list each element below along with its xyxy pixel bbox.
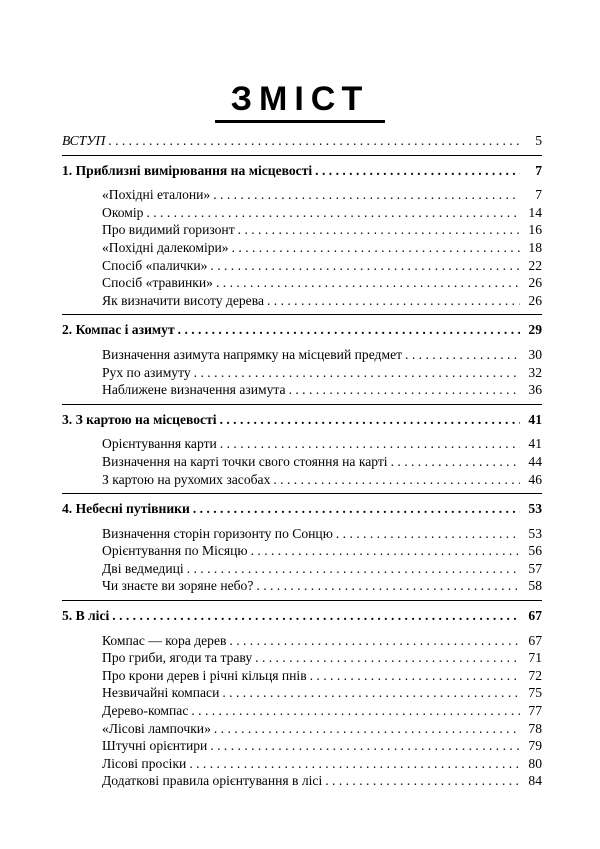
- toc-entry[interactable]: [62, 364, 542, 382]
- toc-entry-page: 78: [528, 720, 542, 736]
- toc-entry-page: 46: [528, 471, 542, 487]
- toc-entry[interactable]: [62, 720, 542, 738]
- toc-entry[interactable]: [62, 292, 542, 310]
- chapter-label: 1. Приблизні вимірювання на місцевості: [62, 162, 313, 178]
- toc-entry-label: Наближене визначення азимута: [102, 382, 286, 398]
- leader-dots: [315, 162, 520, 180]
- toc-entry-label: Як визначити висоту дерева: [102, 292, 264, 308]
- toc-chapter-5[interactable]: [62, 607, 542, 625]
- leader-dots: [210, 257, 520, 275]
- toc-entry[interactable]: [62, 239, 542, 257]
- toc-entry-page: 7: [535, 187, 542, 203]
- toc-entry-page: 79: [528, 738, 542, 754]
- chapter-page: 41: [528, 411, 542, 427]
- toc-entry-label: Незвичайні компаси: [102, 685, 220, 701]
- leader-dots: [251, 542, 520, 560]
- toc-entry-page: 18: [528, 239, 542, 255]
- toc-entry-label: Штучні орієнтири: [102, 738, 208, 754]
- toc-entry[interactable]: [62, 667, 542, 685]
- toc-entry[interactable]: [62, 755, 542, 773]
- toc-entry[interactable]: [62, 772, 542, 790]
- chapter-label: 4. Небесні путівники: [62, 501, 190, 517]
- leader-dots: [289, 381, 520, 399]
- toc-entry-page: 26: [528, 275, 542, 291]
- toc-entry[interactable]: [62, 542, 542, 560]
- toc-entry-page: 77: [528, 703, 542, 719]
- toc-entry-page: 58: [528, 578, 542, 594]
- toc-entry-label: Лісові просіки: [102, 755, 187, 771]
- toc-entry-page: 22: [528, 257, 542, 273]
- toc-chapter-2[interactable]: [62, 321, 542, 339]
- toc-entry-label: Спосіб «палички»: [102, 257, 208, 273]
- leader-dots: [193, 500, 520, 518]
- toc-entry-label: Орієнтування по Місяцю: [102, 543, 248, 559]
- toc-entry-label: «Похідні далекоміри»: [102, 239, 229, 255]
- section-divider: [62, 314, 542, 315]
- toc-entry[interactable]: [62, 702, 542, 720]
- toc-entry-label: Про крони дерев і річні кільця пнів: [102, 667, 307, 683]
- leader-dots: [216, 274, 520, 292]
- leader-dots: [178, 321, 520, 339]
- chapter-page: 67: [528, 608, 542, 624]
- leader-dots: [194, 364, 520, 382]
- toc-entry-label: Про видимий горизонт: [102, 222, 235, 238]
- toc-entry-label: Визначення на карті точки свого стояння на карті: [102, 453, 388, 469]
- toc-entry-label: Визначення азимута напрямку на місцевий предмет: [102, 346, 403, 362]
- toc-entry-label: Визначення сторін горизонту по Сонцю: [102, 525, 333, 541]
- toc-entry[interactable]: [62, 649, 542, 667]
- toc-entry-page: 30: [528, 346, 542, 362]
- leader-dots: [229, 632, 520, 650]
- leader-dots: [213, 186, 520, 204]
- toc-chapter-4[interactable]: [62, 500, 542, 518]
- leader-dots: [189, 755, 520, 773]
- toc-entry-label: Компас — кора дерев: [102, 632, 227, 648]
- toc-entry[interactable]: [62, 471, 542, 489]
- toc-entry-page: 71: [528, 650, 542, 666]
- toc-entry-label: «Лісові лампочки»: [102, 720, 211, 736]
- leader-dots: [222, 684, 520, 702]
- leader-dots: [336, 525, 520, 543]
- leader-dots: [256, 577, 520, 595]
- leader-dots: [232, 239, 520, 257]
- toc-entry[interactable]: [62, 204, 542, 222]
- toc-entry-page: 26: [528, 292, 542, 308]
- leader-dots: [255, 649, 520, 667]
- toc-entry-page: 80: [528, 755, 542, 771]
- leader-dots: [112, 607, 520, 625]
- toc-entry[interactable]: [62, 525, 542, 543]
- toc-entry-label: Дерево-компас: [102, 703, 189, 719]
- leader-dots: [220, 435, 520, 453]
- toc-entry-label: Дві ведмедиці: [102, 560, 184, 576]
- toc-entry[interactable]: [62, 346, 542, 364]
- toc-entry[interactable]: [62, 435, 542, 453]
- toc-entry-page: 72: [528, 667, 542, 683]
- toc-entry[interactable]: [62, 632, 542, 650]
- leader-dots: [267, 292, 520, 310]
- chapter-label: 3. З картою на місцевості: [62, 411, 217, 427]
- leader-dots: [191, 702, 520, 720]
- section-divider: [62, 155, 542, 156]
- leader-dots: [210, 737, 520, 755]
- toc-entry-label: Додаткові правила орієнтування в лісі: [102, 773, 323, 789]
- title-underline: [215, 120, 385, 123]
- toc-entry-intro[interactable]: [62, 132, 542, 150]
- chapter-page: 29: [528, 322, 542, 338]
- toc-chapter-3[interactable]: [62, 411, 542, 429]
- toc-entry[interactable]: [62, 560, 542, 578]
- toc-chapter-1[interactable]: [62, 162, 542, 180]
- page-title: ЗМІСТ: [230, 80, 370, 118]
- leader-dots: [310, 667, 520, 685]
- toc-entry[interactable]: [62, 737, 542, 755]
- leader-dots: [108, 132, 520, 150]
- toc-entry-label: Спосіб «травинки»: [102, 275, 213, 291]
- toc-entry-label: Чи знаєте ви зоряне небо?: [102, 578, 254, 594]
- section-divider: [62, 404, 542, 405]
- toc-entry-page: 36: [528, 382, 542, 398]
- toc-entry-page: 5: [535, 133, 542, 148]
- section-divider: [62, 493, 542, 494]
- toc-entry[interactable]: [62, 274, 542, 292]
- leader-dots: [220, 411, 520, 429]
- chapter-label: 2. Компас і азимут: [62, 322, 175, 338]
- leader-dots: [146, 204, 520, 222]
- toc-entry-page: 53: [528, 525, 542, 541]
- chapter-page: 7: [535, 162, 542, 178]
- toc-entry-page: 67: [528, 632, 542, 648]
- toc-entry-page: 57: [528, 560, 542, 576]
- toc-entry[interactable]: [62, 577, 542, 595]
- toc-entry-page: 56: [528, 543, 542, 559]
- toc-entry-page: 41: [528, 436, 542, 452]
- chapter-page: 53: [528, 501, 542, 517]
- toc-entry[interactable]: [62, 381, 542, 399]
- toc-entry[interactable]: [62, 453, 542, 471]
- toc-entry-label: Рух по азимуту: [102, 364, 191, 380]
- toc-entry-label: Орієнтування карти: [102, 436, 217, 452]
- toc-entry-page: 16: [528, 222, 542, 238]
- toc-entry-page: 44: [528, 453, 542, 469]
- toc-entry-page: 14: [528, 204, 542, 220]
- section-divider: [62, 600, 542, 601]
- leader-dots: [391, 453, 520, 471]
- toc-entry[interactable]: [62, 257, 542, 275]
- leader-dots: [273, 471, 520, 489]
- leader-dots: [187, 560, 520, 578]
- leader-dots: [325, 772, 520, 790]
- toc-entry-label: З картою на рухомих засобах: [102, 471, 271, 487]
- toc-entry-page: 84: [528, 773, 542, 789]
- toc-entry-label: «Похідні еталони»: [102, 187, 211, 203]
- toc-entry-page: 32: [528, 364, 542, 380]
- toc-entry-label: Окомір: [102, 204, 144, 220]
- leader-dots: [238, 221, 520, 239]
- toc-entry[interactable]: [62, 221, 542, 239]
- leader-dots: [214, 720, 520, 738]
- toc-entry-page: 75: [528, 685, 542, 701]
- toc-entry[interactable]: [62, 186, 542, 204]
- leader-dots: [405, 346, 520, 364]
- toc-entry-label: Про гриби, ягоди та траву: [102, 650, 253, 666]
- toc-entry[interactable]: [62, 684, 542, 702]
- table-of-contents: [62, 132, 542, 790]
- toc-entry-label: ВСТУП: [62, 133, 106, 148]
- chapter-label: 5. В лісі: [62, 608, 110, 624]
